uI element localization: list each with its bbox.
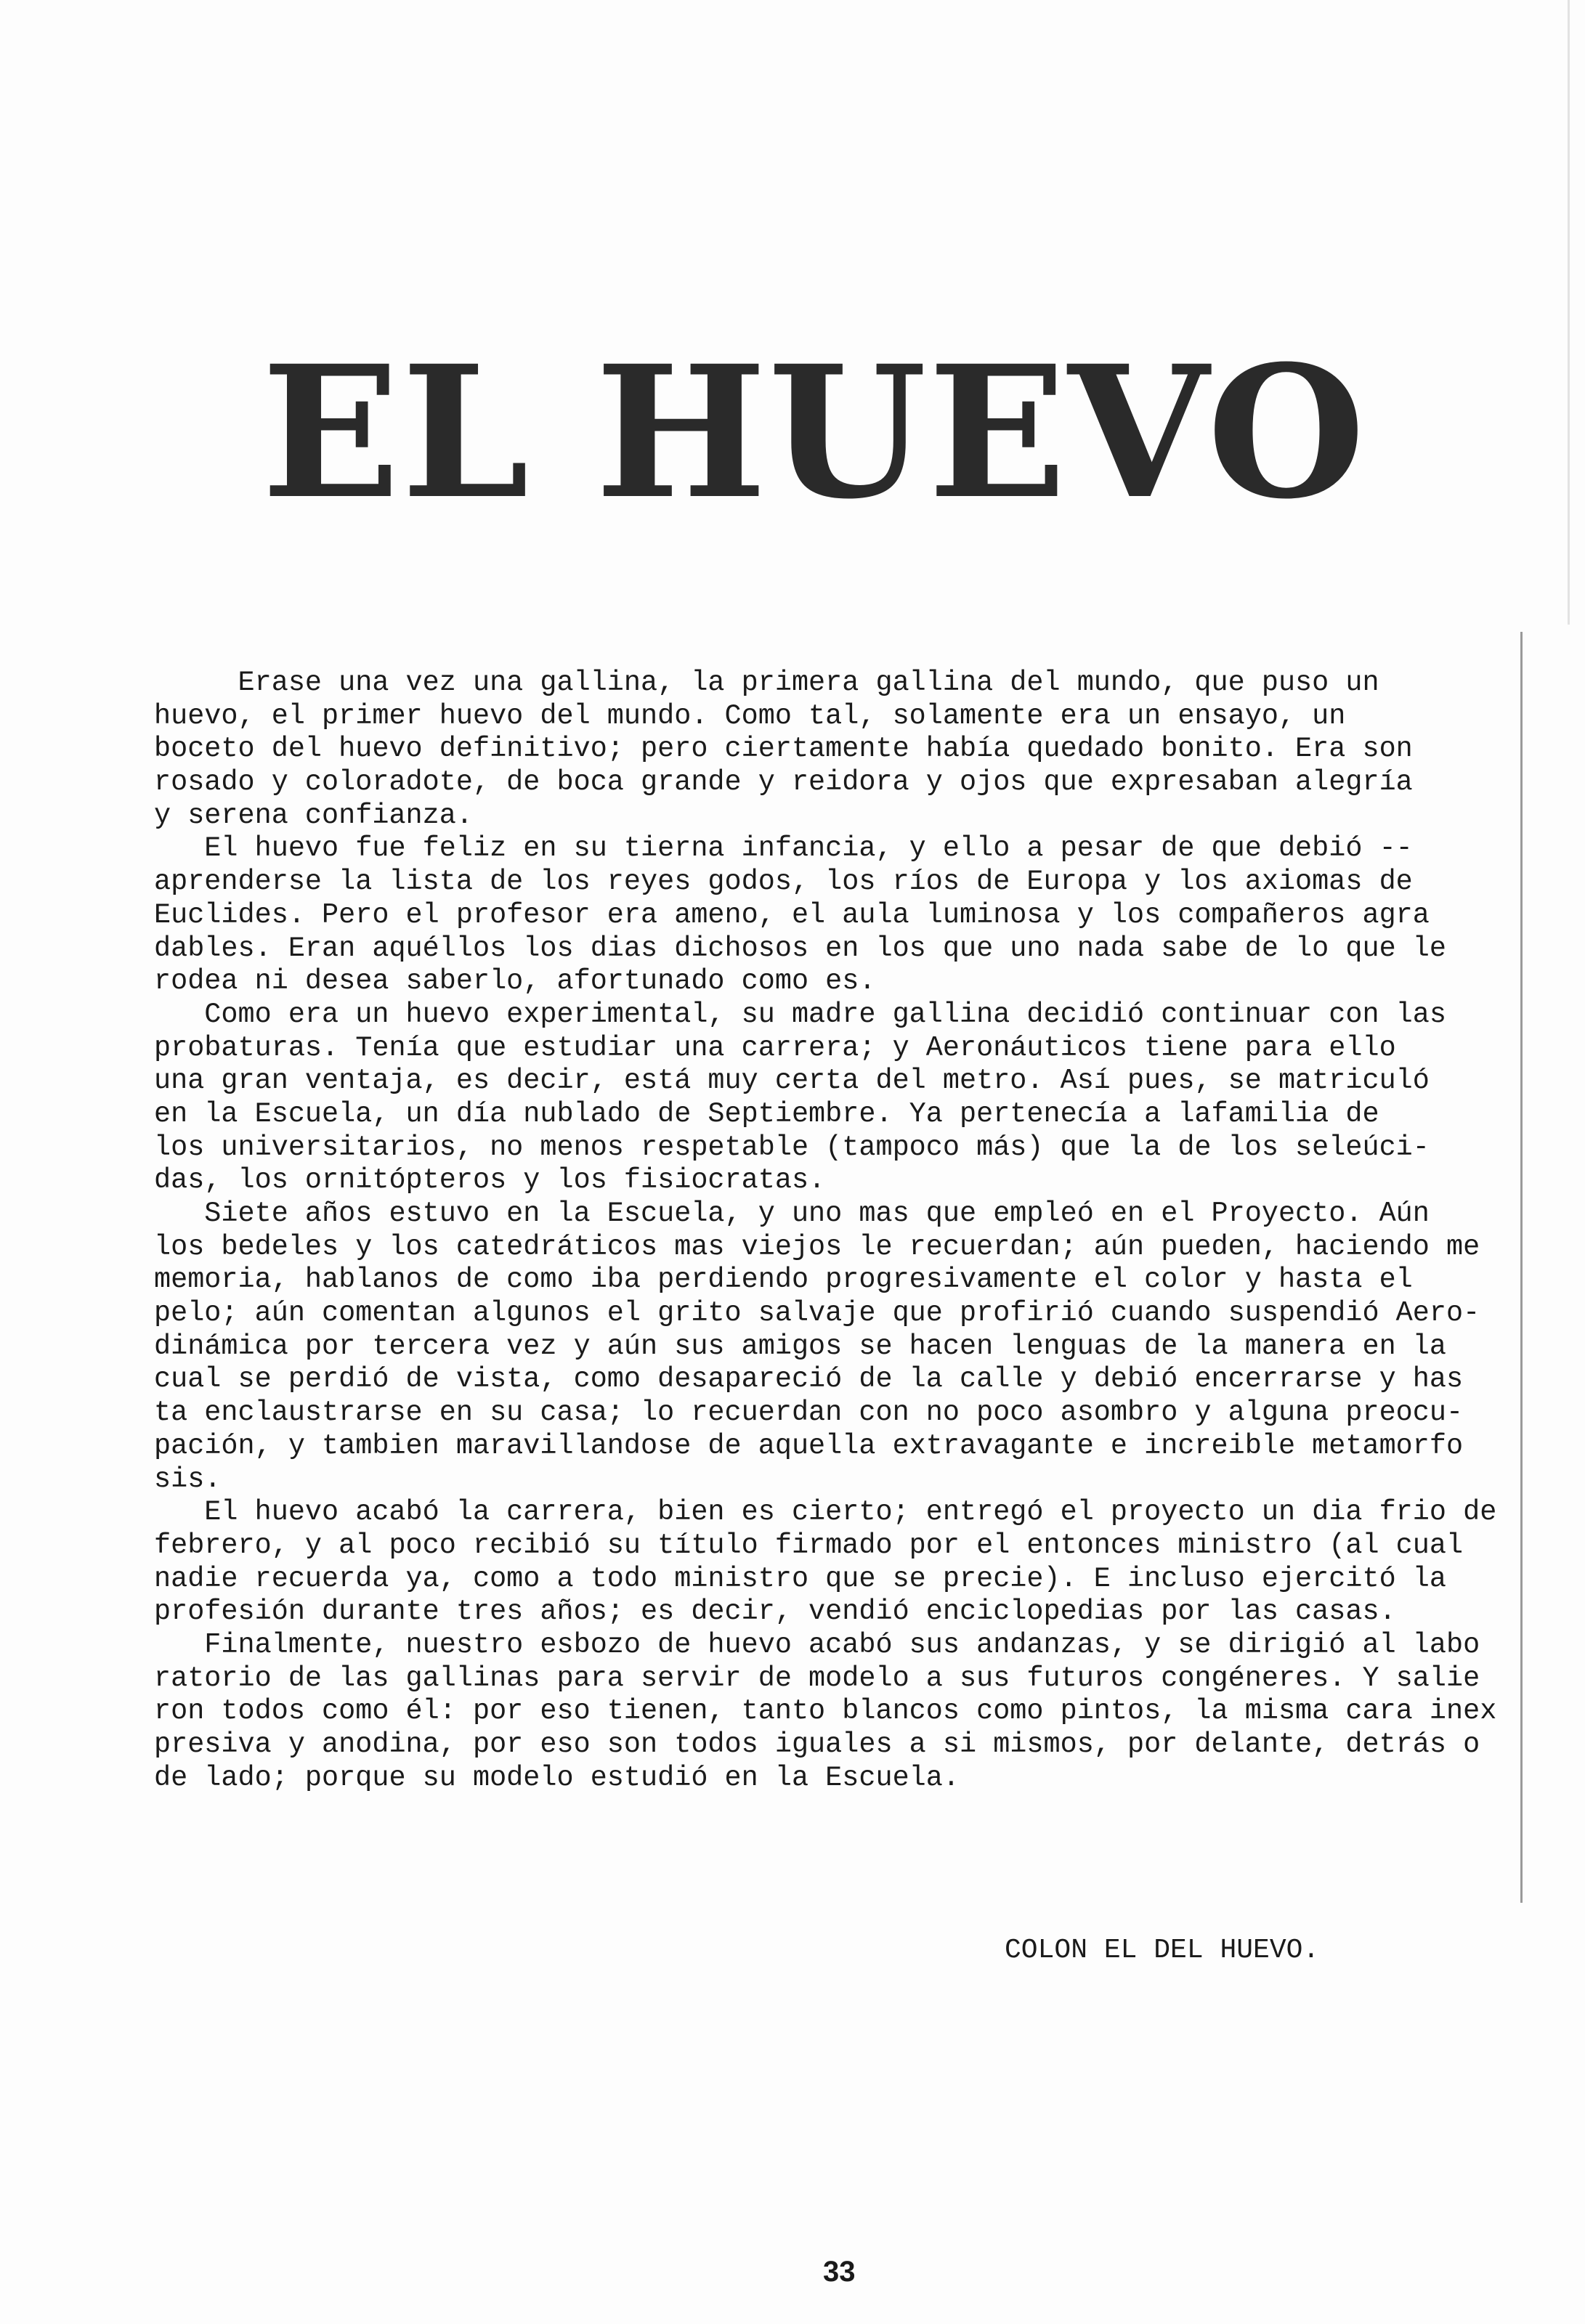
body-line: nadie recuerda ya, como a todo ministro que se precie). E incluso ejercitó la bbox=[154, 1562, 1446, 1595]
body-line: ron todos como él: por eso tienen, tanto blancos como pintos, la misma cara inex bbox=[154, 1695, 1497, 1728]
margin-rule bbox=[1520, 632, 1523, 1903]
author-signature: COLON EL DEL HUEVO. bbox=[1005, 1935, 1320, 1966]
body-line: los universitarios, no menos respetable (tampoco más) que la de los seleúci- bbox=[154, 1131, 1430, 1163]
body-line: Euclides. Pero el profesor era ameno, el aula luminosa y los compañeros agra bbox=[154, 898, 1430, 931]
body-line: rosado y coloradote, de boca grande y reidora y ojos que expresaban alegría bbox=[154, 766, 1413, 799]
body-line: memoria, hablanos de como iba perdiendo progresivamente el color y hasta el bbox=[154, 1264, 1413, 1296]
body-line: profesión durante tres años; es decir, vendió enciclopedias por las casas. bbox=[154, 1596, 1396, 1628]
body-line: dinámica por tercera vez y aún sus amigos se hacen lenguas de la manera en la bbox=[154, 1330, 1446, 1362]
body-line: y serena confianza. bbox=[154, 799, 473, 832]
body-line: presiva y anodina, por eso son todos iguales a si mismos, por delante, detrás o bbox=[154, 1728, 1480, 1760]
body-line: Erase una vez una gallina, la primera gallina del mundo, que puso un bbox=[154, 667, 1379, 699]
body-line: los bedeles y los catedráticos mas viejos le recuerdan; aún pueden, haciendo me bbox=[154, 1230, 1480, 1263]
page-edge-line bbox=[1568, 0, 1570, 625]
article-body bbox=[154, 667, 1520, 1795]
body-line: huevo, el primer huevo del mundo. Como tal, solamente era un ensayo, un bbox=[154, 699, 1346, 732]
body-line: Siete años estuvo en la Escuela, y uno mas que empleó en el Proyecto. Aún bbox=[154, 1198, 1430, 1230]
body-line: pación, y tambien maravillandose de aquella extravagante e increible metamorfo bbox=[154, 1429, 1464, 1462]
body-line: boceto del huevo definitivo; pero ciertamente había quedado bonito. Era son bbox=[154, 733, 1413, 765]
body-line: ratorio de las gallinas para servir de modelo a sus futuros congéneres. Y salie bbox=[154, 1662, 1480, 1694]
body-line: febrero, y al poco recibió su título firmado por el entonces ministro (al cual bbox=[154, 1529, 1464, 1561]
body-line: cual se perdió de vista, como desapareció de la calle y debió encerrarse y has bbox=[154, 1363, 1464, 1396]
body-line: El huevo acabó la carrera, bien es cierto; entregó el proyecto un dia frio de bbox=[154, 1496, 1497, 1529]
body-line: dables. Eran aquéllos los dias dichosos en los que uno nada sabe de lo que le bbox=[154, 932, 1446, 964]
body-line: rodea ni desea saberlo, afortunado como es. bbox=[154, 965, 876, 998]
body-line: Como era un huevo experimental, su madre gallina decidió continuar con las bbox=[154, 998, 1446, 1031]
body-line: ta enclaustrarse en su casa; lo recuerdan con no poco asombro y alguna preocu- bbox=[154, 1397, 1464, 1429]
article-title: EL HUEVO bbox=[262, 325, 1367, 539]
body-line: aprenderse la lista de los reyes godos, los ríos de Europa y los axiomas de bbox=[154, 866, 1413, 898]
body-line: El huevo fue feliz en su tierna infancia, y ello a pesar de que debió -- bbox=[154, 832, 1413, 865]
body-line: Finalmente, nuestro esbozo de huevo acabó sus andanzas, y se dirigió al labo bbox=[154, 1628, 1480, 1661]
page-number: 33 bbox=[823, 2256, 856, 2288]
body-line: en la Escuela, un día nublado de Septiembre. Ya pertenecía a lafamilia de bbox=[154, 1097, 1379, 1130]
body-line: sis. bbox=[154, 1463, 222, 1495]
body-line: de lado; porque su modelo estudió en la Escuela. bbox=[154, 1761, 960, 1794]
body-line: das, los ornitópteros y los fisiocratas. bbox=[154, 1164, 826, 1197]
body-line: probaturas. Tenía que estudiar una carrera; y Aeronáuticos tiene para ello bbox=[154, 1031, 1396, 1064]
body-line: una gran ventaja, es decir, está muy certa del metro. Así pues, se matriculó bbox=[154, 1065, 1430, 1097]
body-line: pelo; aún comentan algunos el grito salvaje que profirió cuando suspendió Aero- bbox=[154, 1297, 1480, 1330]
